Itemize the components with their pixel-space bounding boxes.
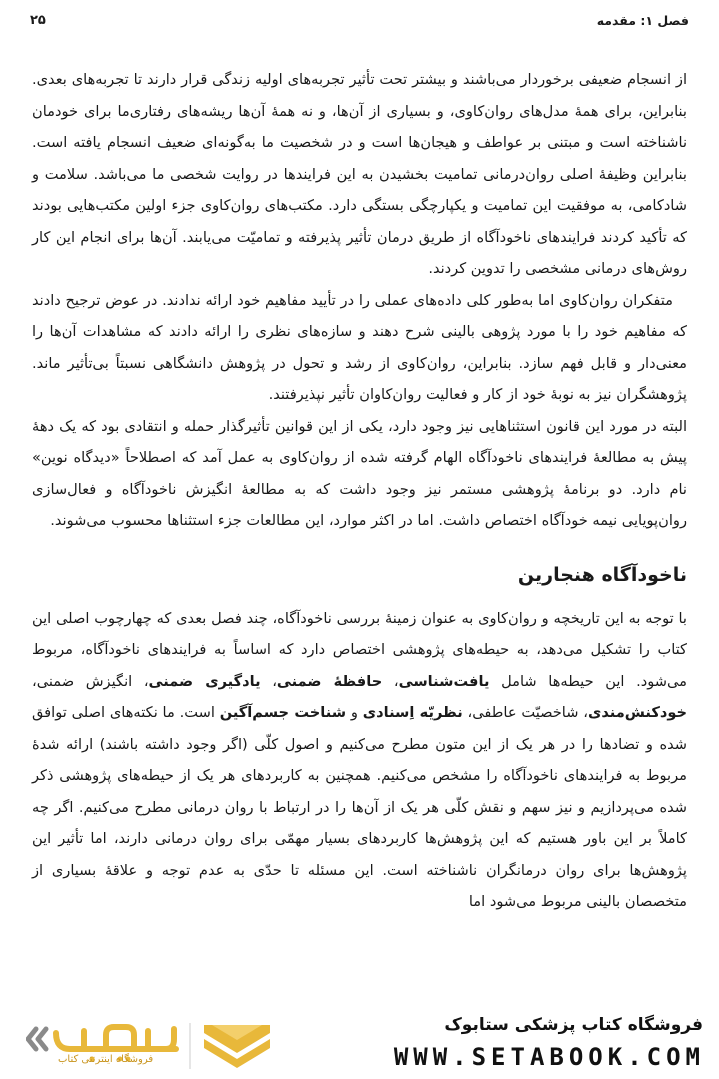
bottom-fade xyxy=(0,930,719,1005)
paragraph-3: البته در مورد این قانون استثناهایی نیز وجود دارد، یکی از این قوانین تأثیرگذار حمله و انتقادی بود که یک دههٔ پیش به مطالعهٔ فرایندهای ناخودآگاه الهام گرفته شده از روان‌کاوی به عمل آمد که اصطلاحاً «دیدگاه نوین» نام دارد. دو برنامهٔ پژوهشی مستمر نیز وجود داشت که به مطالعهٔ انگیزش ناخودآگاه و فعال‌سازی روان‌پویایی نیمه خودآگاه اختصاص داشت. اما در اکثر موارد، این مطالعات جزء استثناها محسوب می‌شوند. xyxy=(32,417,687,529)
page-body xyxy=(32,64,687,918)
logo-emblem-icon xyxy=(204,1025,270,1068)
paragraph-4 xyxy=(32,603,687,918)
p4-sep-4: ، شاخصیّت عاطفی، xyxy=(462,704,588,721)
p4-sep-1: ، xyxy=(382,672,399,690)
term-implicit-memory: حافظهٔ ضمنی xyxy=(276,672,383,690)
paragraph-2: متفکران روان‌کاوی اما به‌طور کلی داده‌های عملی را در تأیید مفاهیم خود ارائه ندادند. در عوض ترجیح دادند که مفاهیم خود را با مورد پژوهی بالینی شرح دهند و سازه‌های نظری را ارائه دادند که مشاهدات آن‌ها را معنی‌دار و قابل فهم سازد. بنابراین، روان‌کاوی از رشد و تحول در پژوهش دانشگاهی نسبتاً بی‌تأثیر ماند. پژوهشگران نیز به نوبهٔ خود از کار و فعالیت روان‌کاوان تأثیر نپذیرفتند. xyxy=(32,291,687,403)
store-url: WWW.SETABOOK.COM xyxy=(393,1043,705,1071)
chapter-title: فصل ۱: مقدمه xyxy=(596,12,689,28)
p4-text-a: با توجه به این تاریخچه و روان‌کاوی به عنوان زمینهٔ بررسی ناخودآگاه، چند فصل بعدی که چهارچوب اصلی این کتاب را تشکیل می‌دهد، به حیطه‌های پژوهشی اختصاص دارد که اساساً به فرایندهای ناخودآگاه، مربوط می‌شود. این حیطه‌ها شامل xyxy=(32,609,687,690)
term-perception: یافت‌شناسی xyxy=(398,672,490,690)
p4-sep-5: و xyxy=(346,704,363,721)
section-title: ناخودآگاه هنجارین xyxy=(517,563,687,586)
store-name: فروشگاه کتاب پزشکی ستابوک xyxy=(444,1015,703,1035)
footer-banner xyxy=(0,1003,719,1079)
term-embodied-cognition: شناخت جسم‌آگین xyxy=(219,704,347,721)
paragraph-1: از انسجام ضعیفی برخوردار می‌باشند و بیشتر تحت تأثیر تجربه‌های اولیه زندگی قرار دارند تا تجربه‌های بعدی. بنابراین، برای همهٔ مدل‌های روان‌کاوی، و بسیاری از آن‌ها، و نه همهٔ آن‌ها ریشه‌های رفتاری‌ما برای خودمان ناشناخته است و مبتنی بر عواطف و هیجان‌ها است و در شخصیت ما به‌گونه‌ای ضعیف انسجام یافته است. بنابراین وظیفهٔ اصلی روان‌درمانی تمامیت بخشیدن به این فرایندها در روایت شخصی ما می‌باشد. سلامت و شادکامی، به موفقیت این تمامیت و یکپارچگی بستگی دارد. مکتب‌های روان‌کاوی جزء اولین مکتب‌هایی بودند که تأکید کردند فرایندهای ناخودآگاه از طریق درمان تأثیر پذیرفته و تمامیّت می‌یابند. آن‌ها برای انجام این کار روش‌های درمانی مشخصی را تدوین کردند. xyxy=(32,71,687,277)
term-implicit-learning: یادگیری ضمنی xyxy=(148,672,261,690)
term-automaticity: خودکنش‌مندی xyxy=(587,704,688,721)
p4-sep-2: ، xyxy=(260,672,277,690)
term-attribution-theory: نظریّه اِسنادی xyxy=(362,704,463,721)
page-header xyxy=(30,8,689,32)
logo-subtitle: فروشگاه اینترنتی کتاب xyxy=(58,1054,154,1065)
page-number: ۲۵ xyxy=(30,12,46,28)
p4-text-c: است. ما نکته‌های اصلی توافق شده و تضادها را در هر یک از این متون مطرح می‌کنیم و اصول کلّی (اگر وجود داشته باشند) ارائه شدهٔ مربوط به فرایندهای ناخودآگاه را مشخص می‌کنیم. همچنین به کاربردهای هر یک از حیطه‌های پژوهشی ذکر شده می‌پردازیم و نیز سهم و نقش کلّی هر یک از آن‌ها را در ارتباط با روان درمانی مطرح می‌کنیم. اگر چه کاملاً بر این باور هستیم که این پژوهش‌ها کاربردهای بسیار مهمّی برای روان درمانی دارند، اما تأثیر این پژوهش‌ها برای روان درمانگران ناشناخته است. این مسئله تا حدّی به عدم توجه و علاقهٔ بسیاری از متخصصان بالینی مربوط می‌شود اما xyxy=(32,704,687,910)
p4-sep-3: ، انگیزش ضمنی، xyxy=(32,672,149,690)
setabook-logo xyxy=(26,1019,276,1075)
